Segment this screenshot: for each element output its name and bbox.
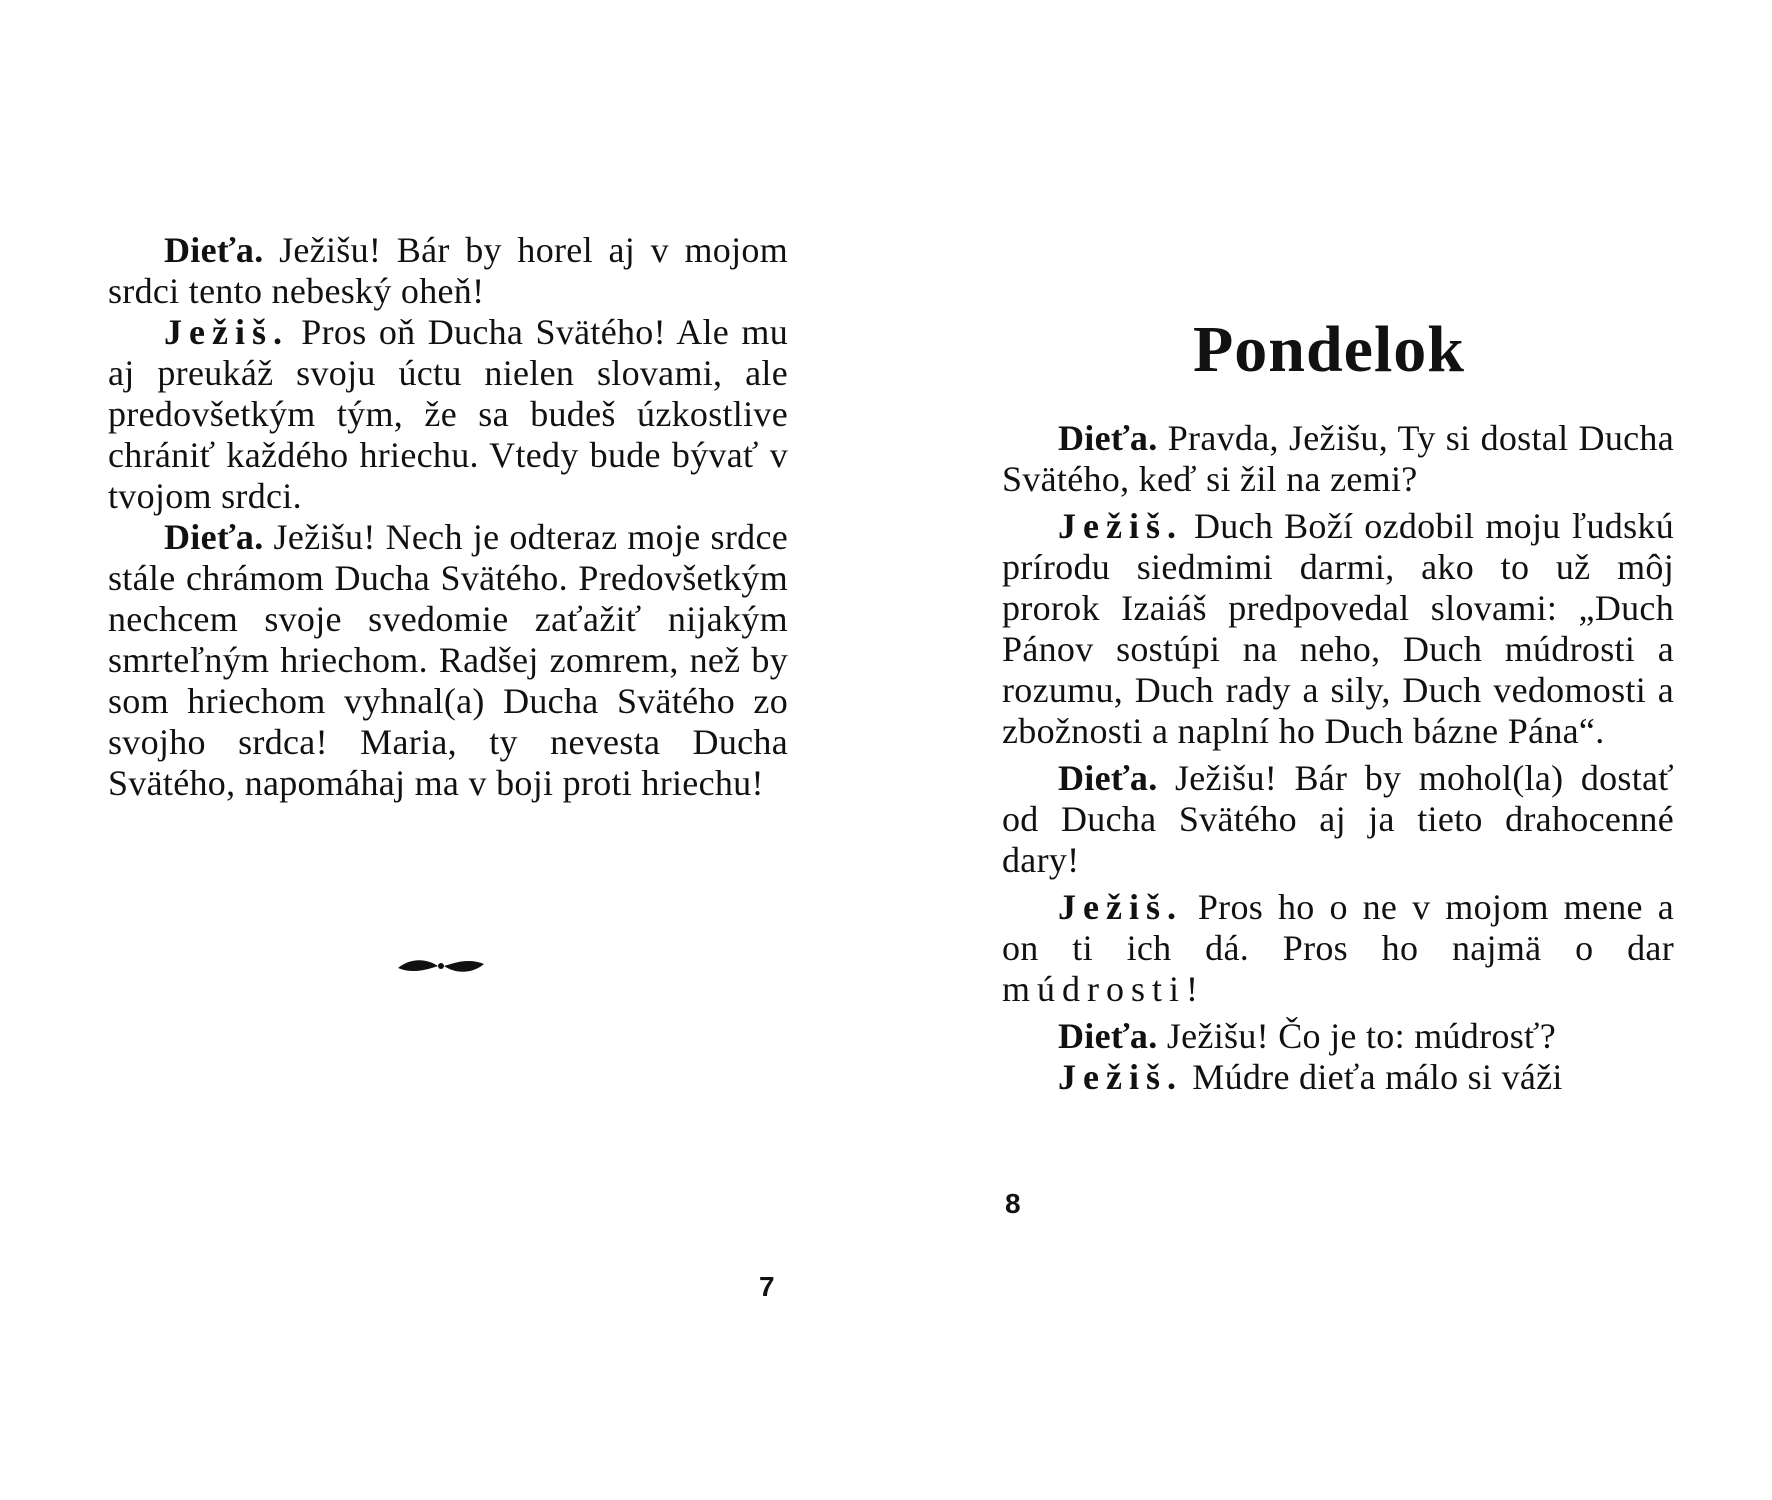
- paragraph: [108, 230, 788, 312]
- right-page: [886, 0, 1772, 1500]
- page-number: 7: [759, 1271, 775, 1302]
- page-number: 8: [1005, 1188, 1021, 1219]
- left-page-text: [108, 230, 788, 804]
- paragraph: [1002, 1057, 1674, 1098]
- paragraph: [108, 312, 788, 517]
- paragraph: [1002, 506, 1674, 752]
- right-page-text: [1002, 418, 1674, 1098]
- emphasized-word: múdrosti!: [1002, 969, 1205, 1009]
- paragraph-text: Ježišu! Nech je odteraz moje srdce stále chrámom Ducha Svätého. Predovšetkým nechcem svoje svedomie zaťažiť nijakým smrteľným hriechom. Radšej zomrem, než by som hriechom vyhnal(a) Ducha Svätého zo svojho srdca! Maria, ty nevesta Ducha Svätého, napomáhaj ma v boji proti hriechu!: [108, 517, 788, 803]
- speaker-label: Dieťa.: [1058, 758, 1158, 798]
- paragraph-text: Pros ho o ne v mojom mene a on ti ich dá. Pros ho najmä o dar: [1002, 887, 1674, 968]
- paragraph: [108, 517, 788, 804]
- speaker-label: Ježiš.: [164, 312, 289, 352]
- ornament-icon: [396, 954, 486, 978]
- speaker-label: Dieťa.: [1058, 418, 1158, 458]
- paragraph-text: Pros oň Ducha Svätého! Ale mu aj preukáž svoju úctu nielen slovami, ale predovšetkým tým, že sa budeš úzkostlive chrániť každého hriechu. Vtedy bude bývať v tvojom srdci.: [108, 312, 788, 516]
- paragraph-text: Múdre dieťa málo si váži: [1182, 1057, 1563, 1097]
- speaker-label: Dieťa.: [164, 230, 264, 270]
- speaker-label: Ježiš.: [1058, 887, 1183, 927]
- paragraph-text: Ježišu! Bár by mohol(la) dostať od Ducha Svätého aj ja tieto drahocenné dary!: [1002, 758, 1674, 880]
- paragraph-text: Ježišu! Bár by horel aj v mojom srdci tento nebeský oheň!: [108, 230, 788, 311]
- chapter-heading: Pondelok: [1192, 313, 1466, 386]
- paragraph: [1002, 758, 1674, 881]
- speaker-label: Ježiš.: [1058, 506, 1183, 546]
- paragraph: [1002, 887, 1674, 1010]
- speaker-label: Dieťa.: [164, 517, 264, 557]
- paragraph-text: Pravda, Ježišu, Ty si dostal Ducha Svätého, keď si žil na zemi?: [1002, 418, 1674, 499]
- paragraph: [1002, 1016, 1674, 1057]
- paragraph: [1002, 418, 1674, 500]
- paragraph-text: Duch Boží ozdobil moju ľudskú prírodu siedmimi darmi, ako to už môj prorok Izaiáš predpovedal slovami: „Duch Pánov sostúpi na neho, Duch múdrosti a rozumu, Duch rady a sily, Duch vedomosti a zbožnosti a naplní ho Duch bázne Pána“.: [1002, 506, 1674, 751]
- speaker-label: Dieťa.: [1058, 1016, 1158, 1056]
- speaker-label: Ježiš.: [1058, 1057, 1183, 1097]
- paragraph-text: Ježišu! Čo je to: múdrosť?: [1157, 1016, 1556, 1056]
